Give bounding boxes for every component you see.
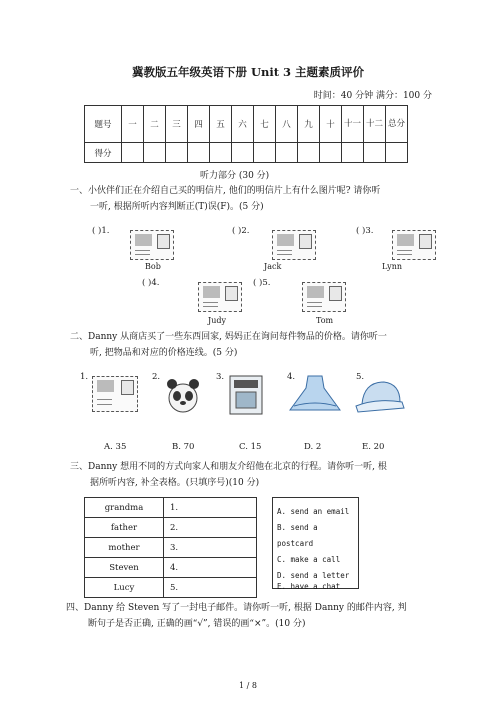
score-col: 十一 [342,106,364,143]
price-option: D. 2 [304,442,322,452]
score-col: 七 [254,106,276,143]
answer-paren[interactable]: ( )5. [253,278,271,288]
cap-icon [352,376,408,418]
score-cell[interactable] [210,143,232,163]
score-table [84,105,408,163]
answer-paren[interactable]: ( )3. [356,226,374,236]
answer-blank[interactable]: 3. [164,538,257,558]
section2-instruction: 二、Danny 从商店买了一些东西回家, 妈妈正在询问每件物品的价格。请你听一 [70,332,387,342]
page-number: 1 / 8 [239,681,257,690]
option-item: B. send a postcard [277,523,318,548]
item-number: 5. [356,372,365,382]
postcard-image [272,230,316,260]
price-option: C. 15 [239,442,262,452]
page-title: 冀教版五年级英语下册 Unit 3 主题素质评价 [131,65,365,79]
answer-paren[interactable]: ( )1. [92,226,110,236]
communication-table [84,497,257,598]
person-cell: grandma [85,498,164,518]
answer-paren[interactable]: ( )4. [142,278,160,288]
person-cell: Steven [85,558,164,578]
score-col: 一 [122,106,144,143]
postcard-image [130,230,174,260]
answer-blank[interactable]: 2. [164,518,257,538]
section1-instruction: 一、小伙伴们正在介绍自己买的明信片, 他们的明信片上有什么图片呢? 请你听 [70,186,381,196]
section3-instruction: 三、Danny 想用不同的方式向家人和朋友介绍他在北京的行程。请你听一听, 根 [70,462,387,472]
postcard-image [198,282,242,312]
score-col: 六 [232,106,254,143]
price-option: A. 35 [104,442,127,452]
person-cell: Lucy [85,578,164,598]
item-number: 3. [216,372,225,382]
postcard-image [392,230,436,260]
score-col: 十 [320,106,342,143]
postcard-owner: Jack [264,262,282,271]
postcard-image [92,376,138,412]
postcard-owner: Judy [208,316,226,325]
score-col: 四 [188,106,210,143]
score-cell[interactable] [342,143,364,163]
score-cell[interactable] [232,143,254,163]
option-item: D. send a letter [277,571,350,580]
exam-meta: 时间：40 分钟 满分：100 分 [313,91,432,101]
section2-instruction-cont: 听, 把物品和对应的价格连线。(5 分) [90,348,238,358]
postcard-owner: Tom [316,316,334,325]
score-cell[interactable] [166,143,188,163]
answer-blank[interactable]: 1. [164,498,257,518]
score-col: 总分 [386,106,408,143]
person-cell: mother [85,538,164,558]
score-header-label: 题号 [85,106,122,143]
section3-instruction-cont: 据所听内容, 补全表格。(只填序号)(10 分) [90,478,260,488]
score-cell[interactable] [320,143,342,163]
panda-icon [160,372,206,418]
postcard-owner: Lynn [382,262,402,271]
score-row-label: 得分 [85,143,122,163]
score-col: 二 [144,106,166,143]
postcard-image [302,282,346,312]
section4-instruction-cont: 断句子是否正确, 正确的画“√”, 错误的画“×”。(10 分) [88,619,306,629]
price-option: B. 70 [172,442,195,452]
score-cell[interactable] [298,143,320,163]
score-col: 五 [210,106,232,143]
answer-blank[interactable]: 4. [164,558,257,578]
score-cell[interactable] [386,143,408,163]
score-col: 九 [298,106,320,143]
score-cell[interactable] [254,143,276,163]
option-item: C. make a call [277,555,341,564]
option-item: E. have a chat [277,582,341,591]
person-cell: father [85,518,164,538]
score-cell[interactable] [188,143,210,163]
item-number: 1. [80,372,89,382]
score-col: 八 [276,106,298,143]
item-number: 2. [152,372,161,382]
answer-paren[interactable]: ( )2. [232,226,250,236]
score-cell[interactable] [122,143,144,163]
listening-heading: 听力部分 (30 分) [200,171,270,181]
score-col: 三 [166,106,188,143]
score-cell[interactable] [276,143,298,163]
answer-blank[interactable]: 5. [164,578,257,598]
score-col: 十二 [364,106,386,143]
score-cell[interactable] [364,143,386,163]
section1-instruction-cont: 一听, 根据所听内容判断正(T)误(F)。(5 分) [90,202,264,212]
options-box [272,497,359,589]
option-item: A. send an email [277,507,350,516]
item-number: 4. [287,372,296,382]
dress-icon [286,370,344,416]
score-cell[interactable] [144,143,166,163]
book-icon [224,372,268,418]
price-option: E. 20 [362,442,385,452]
section4-instruction: 四、Danny 给 Steven 写了一封电子邮件。请你听一听, 根据 Danny 的邮件内容, 判 [66,603,407,613]
postcard-owner: Bob [145,262,161,271]
